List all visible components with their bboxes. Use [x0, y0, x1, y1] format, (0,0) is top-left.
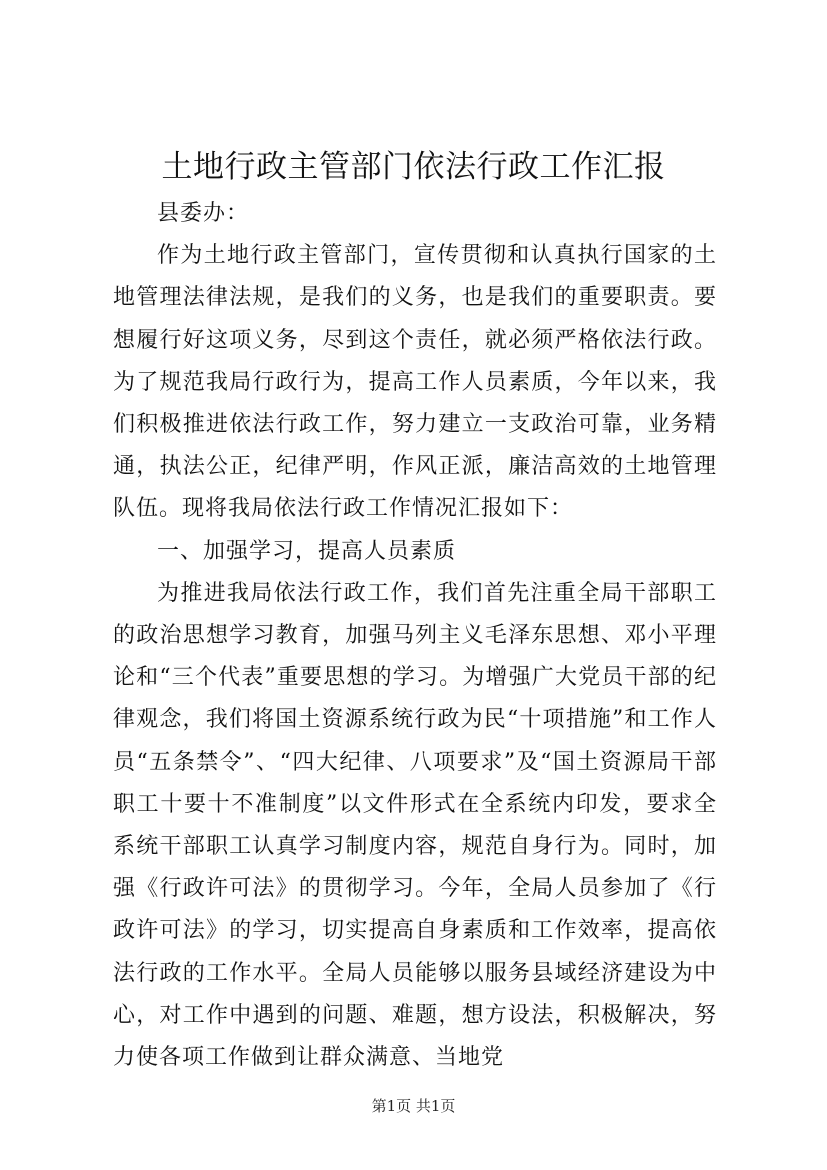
paragraph-intro: 作为土地行政主管部门，宣传贯彻和认真执行国家的土地管理法律法规，是我们的义务，也是我们的重要职责。要想履行好这项义务，尽到这个责任，就必须严格依法行政。为了规范我局行政行为，提高工作人员素质，今年以来，我们积极推进依法行政工作，努力建立一支政治可靠，业务精通，执法公正，纪律严明，作风正派，廉洁高效的土地管理队伍。现将我局依法行政工作情况汇报如下： — [113, 243, 717, 522]
section-heading: 一、加强学习，提高人员素质 — [157, 538, 457, 564]
page-number-label: 第1页 共1页 — [371, 1097, 456, 1115]
paragraph-section-one: 为推进我局依法行政工作，我们首先注重全局干部职工的政治思想学习教育，加强马列主义毛泽东思想、邓小平理论和“三个代表”重要思想的学习。为增强广大党员干部的纪律观念，我们将国土资源系统行政为民“十项措施”和工作人员“五条禁令”、“四大纪律、八项要求”及“国土资源局干部职工十要十不准制度”以文件形式在全系统内印发，要求全系统干部职工认真学习制度内容，规范自身行为。同时，加强《行政许可法》的贯彻学习。今年，全局人员参加了《行政许可法》的学习，切实提高自身素质和工作效率，提高依法行政的工作水平。全局人员能够以服务县域经济建设为中心，对工作中遇到的问题、难题，想方设法，积极解决，努力使各项工作做到让群众满意、当地党 — [113, 580, 717, 1071]
document-body — [113, 193, 717, 1079]
document-title: 土地行政主管部门依法行政工作汇报 — [161, 149, 666, 185]
page-footer — [0, 1095, 827, 1117]
salutation: 县委办： — [157, 201, 250, 226]
